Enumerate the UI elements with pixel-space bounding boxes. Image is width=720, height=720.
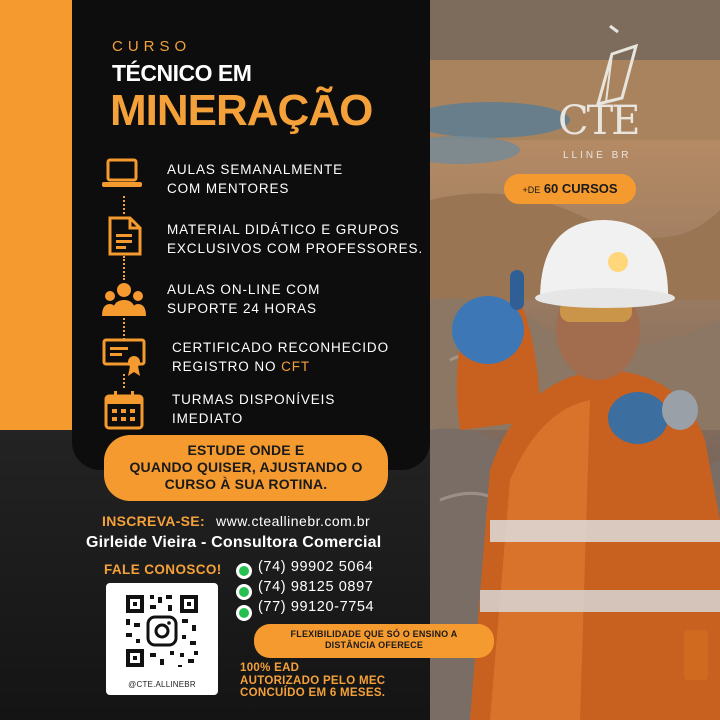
ead-line: CONCUÍDO EM 6 MESES. [240, 687, 386, 699]
cft-highlight: CFT [281, 359, 311, 374]
orange-side-band [0, 0, 72, 430]
cta-line: CURSO À SUA ROTINA. [164, 476, 328, 492]
study-anywhere-banner [104, 435, 388, 501]
ead-info [240, 662, 385, 700]
feature-online-support [167, 280, 320, 318]
feature-line [172, 357, 389, 376]
calendar-icon [102, 390, 146, 430]
laptop-icon [100, 156, 144, 196]
certificate-icon [102, 336, 146, 376]
document-icon [102, 216, 146, 256]
cta-line: QUANDO QUISER, AJUSTANDO O [129, 459, 363, 475]
feature-line: SUPORTE 24 HORAS [167, 301, 317, 316]
phone-number[interactable]: (77) 99120-7754 [258, 599, 375, 615]
flexibility-banner [254, 624, 494, 658]
feature-line: TURMAS DISPONÍVEIS [172, 392, 336, 407]
feature-line: IMEDIATO [172, 411, 244, 426]
feature-certificate [172, 338, 389, 376]
qr-code-card[interactable] [106, 583, 218, 695]
course-subtitle: TÉCNICO EM [112, 60, 252, 86]
feature-line: CERTIFICADO RECONHECIDO [172, 340, 389, 355]
course-title: MINERAÇÃO [110, 86, 373, 135]
instagram-icon [148, 617, 176, 645]
contact-us-label: FALE CONOSCO! [104, 562, 222, 577]
whatsapp-icon [236, 563, 252, 579]
feature-line-text: REGISTRO NO [172, 359, 282, 374]
courses-badge-text: 60 CURSOS [540, 181, 618, 196]
connector-line [123, 374, 125, 388]
book-logo-icon [592, 24, 640, 106]
group-icon [102, 280, 146, 320]
courses-badge [504, 174, 636, 204]
feature-materials [167, 220, 423, 258]
instagram-handle: @CTE.ALLINEBR [128, 680, 196, 689]
feature-line: EXCLUSIVOS COM PROFESSORES. [167, 241, 424, 256]
ead-line: 100% EAD [240, 662, 300, 674]
feature-line: AULAS SEMANALMENTE [167, 162, 343, 177]
qr-code [106, 583, 218, 679]
feature-line: AULAS ON-LINE COM [167, 282, 321, 297]
flex-line: FLEXIBILIDADE QUE SÓ O ENSINO A [290, 629, 458, 639]
courses-badge-prefix: +DE [522, 185, 541, 195]
feature-classes-available [172, 390, 335, 428]
whatsapp-icon [236, 605, 252, 621]
connector-line [123, 196, 125, 214]
phone-number[interactable]: (74) 99902 5064 [258, 559, 374, 575]
feature-weekly-classes [167, 160, 343, 198]
feature-line: MATERIAL DIDÁTICO E GRUPOS [167, 222, 400, 237]
ead-line: AUTORIZADO PELO MEC [240, 674, 386, 687]
course-label: CURSO [112, 38, 192, 55]
cta-line: ESTUDE ONDE E [187, 442, 305, 458]
phone-number[interactable]: (74) 98125 0897 [258, 579, 374, 595]
flex-line: DISTÂNCIA OFERECE [324, 640, 424, 650]
whatsapp-icon [236, 584, 252, 600]
feature-line: COM MENTORES [167, 181, 290, 196]
logo-wordmark: CTE [558, 98, 639, 144]
logo-subtitle: LLINE BR [563, 150, 632, 161]
consultant-name: Girleide Vieira - Consultora Comercial [86, 534, 382, 551]
website-link[interactable]: www.cteallinebr.com.br [216, 513, 371, 529]
connector-line [123, 256, 125, 280]
signup-label: INSCREVA-SE: [102, 513, 205, 529]
